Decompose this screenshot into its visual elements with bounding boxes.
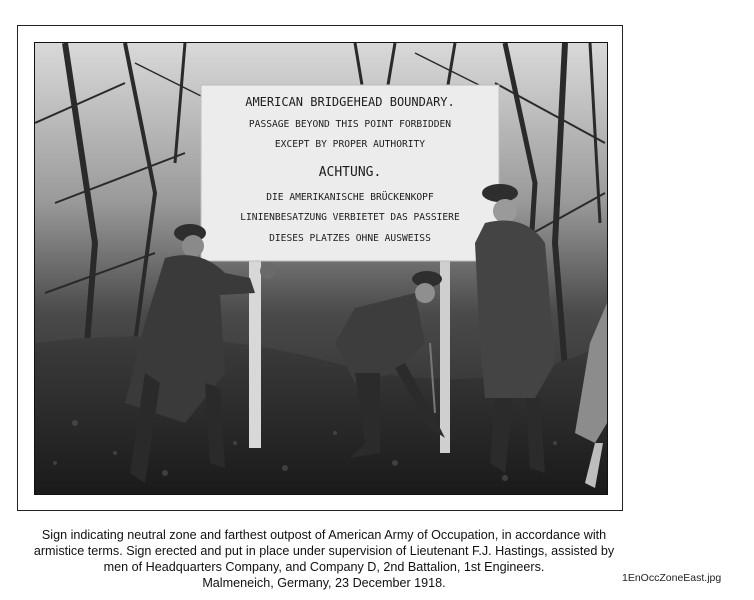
sign-line-2: PASSAGE BEYOND THIS POINT FORBIDDEN <box>248 119 452 130</box>
caption-line-4: Malmeneich, Germany, 23 December 1918. <box>202 576 446 590</box>
sign-line-7: DIESES PLATZES OHNE AUSWEISS <box>269 233 431 244</box>
caption-line-2: armistice terms. Sign erected and put in place under supervision of Lieutenant F.J. Hastings, assisted by <box>33 544 615 558</box>
sign-line-1: AMERICAN BRIDGEHEAD BOUNDARY. <box>245 95 455 109</box>
sign-post-right <box>440 253 450 453</box>
historical-photograph <box>34 42 608 495</box>
caption-line-1: Sign indicating neutral zone and farthest outpost of American Army of Occupation, in accordance with <box>41 528 607 542</box>
photo-caption <box>14 527 634 591</box>
sign-line-3: EXCEPT BY PROPER AUTHORITY <box>274 139 426 150</box>
caption-line-3: men of Headquarters Company, and Company D, 2nd Battalion, 1st Engineers. <box>103 560 545 574</box>
sign-line-6: LINIENBESATZUNG VERBIETET DAS PASSIERE <box>240 212 460 223</box>
sign-line-5: DIE AMERIKANISCHE BRÜCKENKOPF <box>266 192 434 203</box>
image-filename: 1EnOccZoneEast.jpg <box>622 572 722 584</box>
photo-scene <box>35 43 607 494</box>
sign-line-4: ACHTUNG. <box>318 165 382 180</box>
